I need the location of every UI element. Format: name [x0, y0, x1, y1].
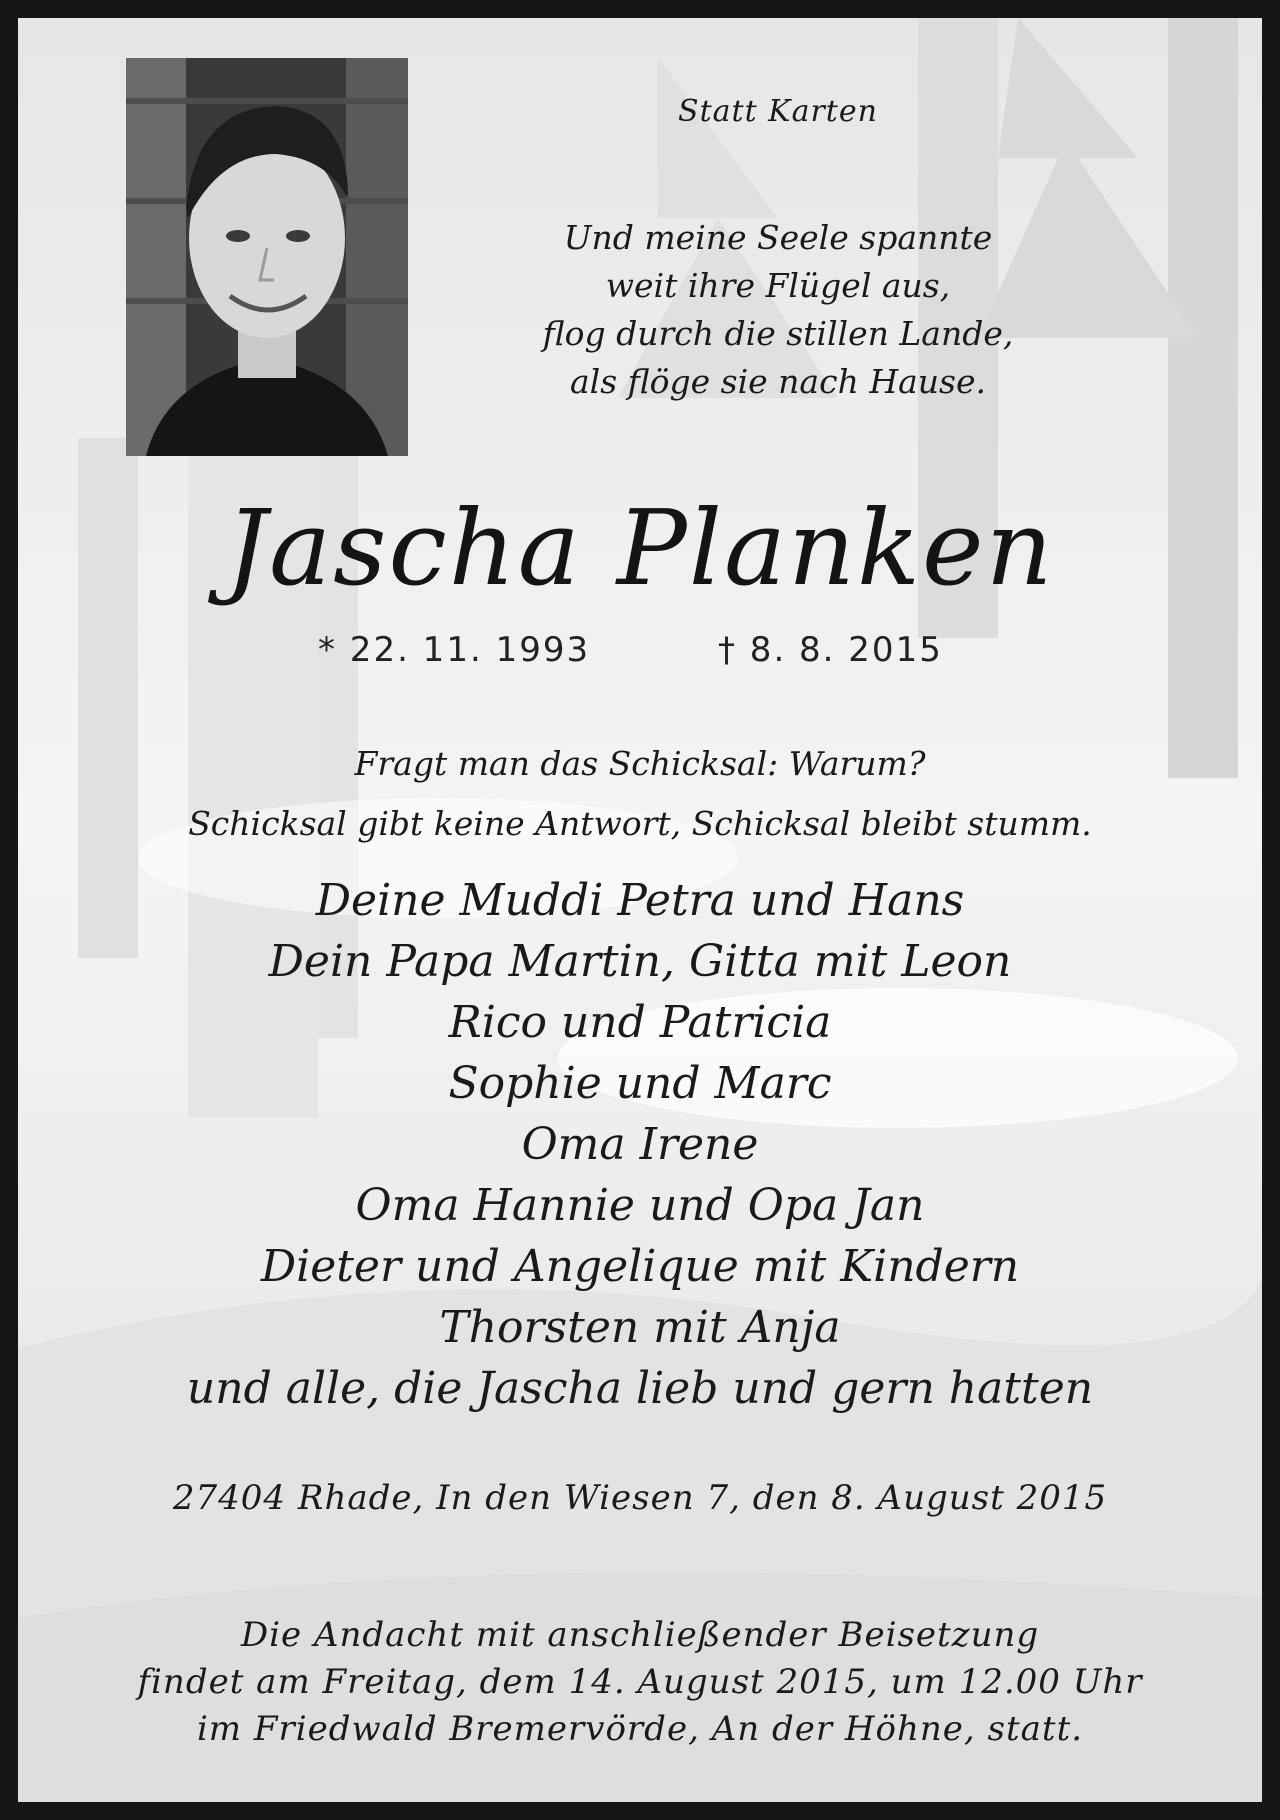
header-statt-karten: Statt Karten — [678, 94, 878, 129]
poem-line: Und meine Seele spannte — [563, 218, 993, 257]
poem-line: als flöge sie nach Hause. — [570, 362, 986, 401]
deceased-name: Jascha Planken — [225, 487, 1055, 609]
mourners-list — [58, 870, 1222, 1419]
ceremony-line: im Friedwald Bremervörde, An der Höhne, statt. — [196, 1709, 1084, 1749]
ceremony-info — [58, 1612, 1222, 1753]
ceremony-line: Die Andacht mit anschließender Beisetzung — [240, 1615, 1040, 1655]
mourner-line: und alle, die Jascha lieb und gern hatten — [186, 1363, 1094, 1414]
ceremony-line: findet am Freitag, dem 14. August 2015, um 12.00 Uhr — [137, 1662, 1143, 1702]
place-and-date: 27404 Rhade, In den Wiesen 7, den 8. August 2015 — [172, 1478, 1108, 1518]
death-date: † 8. 8. 2015 — [718, 630, 943, 670]
mourner-line: Deine Muddi Petra und Hans — [315, 875, 965, 926]
portrait-photo — [126, 58, 408, 456]
mourner-line: Thorsten mit Anja — [439, 1302, 841, 1353]
notice-content — [18, 18, 1262, 1802]
mourner-line: Oma Irene — [521, 1119, 759, 1170]
mourner-line: Dieter und Angelique mit Kindern — [260, 1241, 1020, 1292]
mourner-line: Oma Hannie und Opa Jan — [355, 1180, 925, 1231]
poem-line: weit ihre Flügel aus, — [605, 266, 951, 305]
poem-line: flog durch die stillen Lande, — [542, 314, 1014, 353]
poem — [458, 214, 1098, 406]
mourner-line: Sophie und Marc — [448, 1058, 832, 1109]
birth-date: * 22. 11. 1993 — [318, 630, 591, 670]
quote-line: Fragt man das Schicksal: Warum? — [354, 744, 926, 783]
mourner-line: Dein Papa Martin, Gitta mit Leon — [268, 936, 1012, 987]
quote-line: Schicksal gibt keine Antwort, Schicksal bleibt stumm. — [188, 804, 1092, 843]
mourner-line: Rico und Patricia — [448, 997, 832, 1048]
quote — [78, 734, 1202, 854]
